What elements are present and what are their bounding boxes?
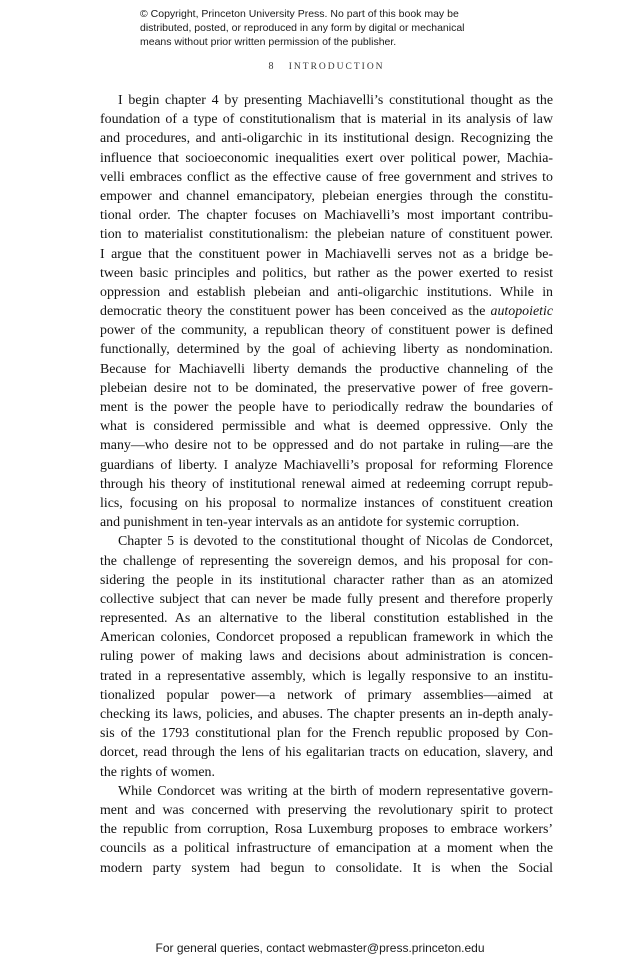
text-line: American colonies, Condorcet proposed a republican framework in which the (100, 630, 553, 646)
text-line: oppression and establish plebeian and anti-oligarchic institutions. While in (100, 284, 553, 300)
text-line: democratic theory the constituent power has been conceived as the autopoietic (100, 304, 553, 320)
text-line: guardians of liberty. I analyze Machiavelli’s proposal for reforming Florence (100, 457, 553, 473)
text-line: ment and was concerned with preserving the revolutionary spirit to protect (100, 802, 553, 818)
text-line: and punishment in ten-year intervals as an antidote for systemic corruption. (100, 515, 520, 531)
page-number: 8 (268, 61, 275, 72)
paragraph (100, 532, 553, 781)
text-line: empower and channel emancipatory, plebeian energies through the constitu- (100, 188, 553, 204)
text-line: Chapter 5 is devoted to the constitutional thought of Nicolas de Condorcet, (118, 534, 553, 550)
text-line: I argue that the constituent power in Machiavelli serves not as a bridge be- (100, 246, 553, 262)
text-line: While Condorcet was writing at the birth of modern representative govern- (118, 783, 553, 799)
text-line: velli embraces conflict as the effective cause of free government and strives to (100, 169, 553, 185)
text-line: councils as a political infrastructure of emancipation at a moment when the (100, 841, 553, 857)
text-line: what is considered permissible and what is deemed oppressive. Only the (100, 419, 553, 435)
text-line: the challenge of representing the sovereign demos, and his proposal for con- (100, 553, 553, 569)
copyright-line: © Copyright, Princeton University Press. No part of this book may be (140, 8, 459, 20)
text-line: foundation of a type of constitutionalism that is material in its analysis of law (100, 112, 553, 128)
text-line: trated in a representative assembly, which is legally responsive to an institu- (100, 668, 553, 684)
text-line: sis of the 1793 constitutional plan for the French republic proposed by Con- (100, 726, 553, 742)
footer-contact: For general queries, contact webmaster@press.princeton.edu (155, 941, 485, 955)
text-line: tion to materialist constitutionalism: the plebeian nature of constituent power. (100, 227, 553, 243)
text-line: modern party system had begun to consolidate. It is when the Social (100, 860, 553, 876)
text-line: tional order. The chapter focuses on Machiavelli’s most important contribu- (100, 208, 553, 224)
text-line: plebeian desire not to be dominated, the preservative power of free govern- (100, 380, 553, 396)
text-line: tween basic principles and politics, but rather as the power exerted to resist (100, 265, 553, 281)
chapter-title: INTRODUCTION (288, 62, 385, 72)
text-line: through his theory of institutional renewal aimed at redeeming corrupt repub- (100, 476, 553, 492)
text-line: influence that socioeconomic inequalities exert over political power, Machia- (100, 150, 553, 166)
text-line: checking its laws, policies, and abuses. The chapter presents an in-depth analy- (100, 707, 553, 722)
text-line: lics, focusing on his proposal to normalize instances of constituent creation (100, 495, 553, 511)
text-line: represented. As an alternative to the liberal constitution established in the (100, 611, 553, 627)
text-line: ment is the power the people have to periodically redraw the boundaries of (100, 400, 553, 415)
text-line: functionally, determined by the goal of achieving liberty as nondomination. (100, 342, 553, 358)
text-line: and procedures, and anti-oligarchic in its institutional design. Recognizing the (100, 131, 553, 147)
text-line: ruling power of making laws and decisions about administration is concen- (100, 649, 553, 665)
body-text (100, 91, 553, 878)
text-line: tionalized popular power—a network of primary assemblies—aimed at (100, 687, 553, 703)
paragraph (100, 91, 553, 532)
text-line: dorcet, read through the lens of his egalitarian tracts on education, slavery, and (100, 745, 553, 761)
text-line: sidering the people in its institutional character rather than as an atomized (100, 572, 553, 588)
text-line: Because for Machiavelli liberty demands the productive channeling of the (100, 361, 553, 377)
copyright-line: distributed, posted, or reproduced in any form by digital or mechanical (140, 22, 465, 34)
text-line: the rights of women. (100, 764, 215, 780)
copyright-line: means without prior written permission of the publisher. (140, 36, 397, 48)
paragraph (100, 782, 553, 878)
text-line: collective subject that can never be made fully present and therefore properly (100, 591, 553, 607)
text-line: many—who desire not to be oppressed and do not partake in ruling—are the (100, 438, 553, 454)
text-line: power of the community, a republican theory of constituent power is defined (100, 323, 553, 339)
text-line: I begin chapter 4 by presenting Machiavelli’s constitutional thought as the (118, 93, 553, 108)
text-line: the republic from corruption, Rosa Luxemburg proposes to embrace workers’ (100, 822, 553, 838)
running-head (100, 61, 553, 72)
copyright-notice (140, 7, 540, 49)
